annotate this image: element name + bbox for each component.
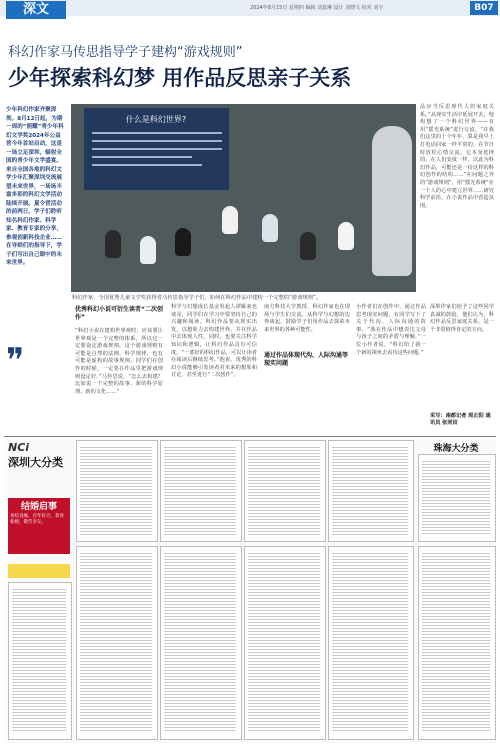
- ad-yellow-banner: [8, 564, 70, 578]
- student-figure: [338, 222, 354, 250]
- screen-text-line: [92, 132, 222, 134]
- subheading-1: 优秀科幻小说可衍生读者“二次创作”: [75, 306, 163, 321]
- student-figure: [175, 228, 191, 256]
- article-column-right: 品应当反思现代人的家庭关系。”从现实生活中延展开去，他构想了一个科幻世界——有用“摇光系统”进行交流，“在我们这里的十个年年，算是我早上打电话回家一样平常的，在节日时放松心情交流。它本身选择的，在人们变成一样，以此为科幻作品，可能还是一份这样的科幻创作的结构……”在问题之外的“游戏规则”，用“摇光系统”在一个人的心中建立世界……研究科学前沿，在小说作品中营造氛围。: [420, 104, 494, 209]
- article-headline: 少年探索科幻梦 用作品反思亲子关系: [8, 66, 352, 90]
- student-figure: [140, 236, 156, 264]
- screen-title: 什么是科幻世界?: [125, 115, 187, 124]
- ad-block: [160, 440, 242, 542]
- article-column-1: “科幻小说在建构世界观时，应该要让世界观是一个完整的体系，所以它一定要设定游戏规则。这个游戏规则有可能是自然的法则、科学规律，也有可能是虚构的故事规则。同学们在创作的时候，一定要在作品里把游戏规则设定好。”马传思说，“怎么去构建？比如说一个完整的故事、新的科学原理、新的文化……”: [75, 328, 163, 395]
- page-number: B07: [470, 1, 498, 15]
- student-figure: [105, 230, 121, 258]
- student-figure: [262, 214, 278, 242]
- student-figure: [222, 206, 238, 234]
- robot-figure: [372, 126, 412, 276]
- article-column-2: 科学与幻想成长基金发起人谭雁来也谈及，同学们在学习中要坚持自己的兴趣和阅读。科幻作品要从现实出发，以想象力去构建世界，并在作品中去体现人性。同时，也要关注科学知识和逻辑，让科幻作品具有可信度。“一部好的科幻作品，可以让读者在阅读后继续思考。”他说，优秀的科幻小说能够引发读者对未来的想象和讨论，甚至进行“二次创作”。: [171, 304, 257, 379]
- quote-mark-icon: ❞: [6, 341, 25, 381]
- subheading-2: 通过作品体现代沟、人际沟通等现实问题: [264, 352, 349, 367]
- ad-wedding-body: 喜结良缘，百年好合，恭喜新婚，敬告亲友。: [10, 514, 64, 525]
- ad-section-title: 深圳大分类: [8, 456, 63, 469]
- ad-block: [418, 546, 496, 740]
- ad-block: [76, 440, 158, 542]
- ad-block: [244, 440, 326, 542]
- ad-block: [76, 546, 158, 740]
- header-info: 2024年8月15日 星期四 编辑 刘嘉琳 设计 刘晓文 校对 刘宇: [250, 5, 384, 11]
- ad-logo: NCi: [8, 441, 30, 454]
- ad-block: [244, 546, 326, 740]
- article-column-5: 深圳作家们给予了这些同学真诚的鼓励，他们认为，科幻作品反思家庭关系，是一个非常值得肯定的方向。: [430, 304, 494, 333]
- screen-text-line: [92, 164, 202, 166]
- ad-divider: [4, 436, 496, 437]
- screen-text-line: [92, 140, 222, 142]
- ad-block: [418, 454, 496, 542]
- section-tag: 深文: [6, 1, 66, 19]
- ad-block: [160, 546, 242, 740]
- article-kicker: 科幻作家马传思指导学子建构“游戏规则”: [8, 45, 243, 60]
- screen-text-line: [92, 156, 192, 158]
- student-figure: [300, 232, 316, 260]
- photo-caption: 科幻作家、全国优秀儿童文学奖获得者马传思指导学子们，如何在科幻作品中建构一个完整的“游戏规则”。: [72, 295, 322, 301]
- article-byline: 采写：南都记者 周正阳 通讯员 张同田: [430, 413, 491, 426]
- article-lead: 少年科幻作家齐聚深圳。8月12日起，为期一周的“照耀”青少年科幻文学奖2024年公益营今年首站启动，这是一场立足深圳，辐射全国的青少年文学盛宴。来自全国各地的科幻文学少年汇聚深圳交流展望未来世界，一场场丰富多彩的科幻文学活动陆续开展。夏令营活动的前两日，学子们聆听知名科幻作家、科学家、教育专家的分享，参观创新科技企业……在导师们的指导下，学子们写出自己眼中的未来世界。: [6, 107, 64, 266]
- ad-block: [8, 582, 72, 740]
- ad-wedding-title: 结婚启事: [20, 502, 57, 512]
- ad-right-title: 珠海大分类: [433, 444, 479, 454]
- article-column-4: 小作者们在创作中，通过作品思考现实问题，有同学写下了关于代沟、人际沟通的故事。“我在作品中想表达父母与孩子之间的矛盾与理解，”一位小作者说，“科幻给了我一个新的视角去看待这些问题。”: [356, 304, 426, 356]
- ad-block: [328, 440, 414, 542]
- ad-block: [328, 546, 414, 740]
- screen-text-line: [92, 148, 222, 150]
- article-column-3: 南方科技大学教授、科幻作家也在现场与学生们交流，从科学与幻想的边界谈起，鼓励学子们用作品去探索未来世界的各种可能性。: [264, 304, 350, 333]
